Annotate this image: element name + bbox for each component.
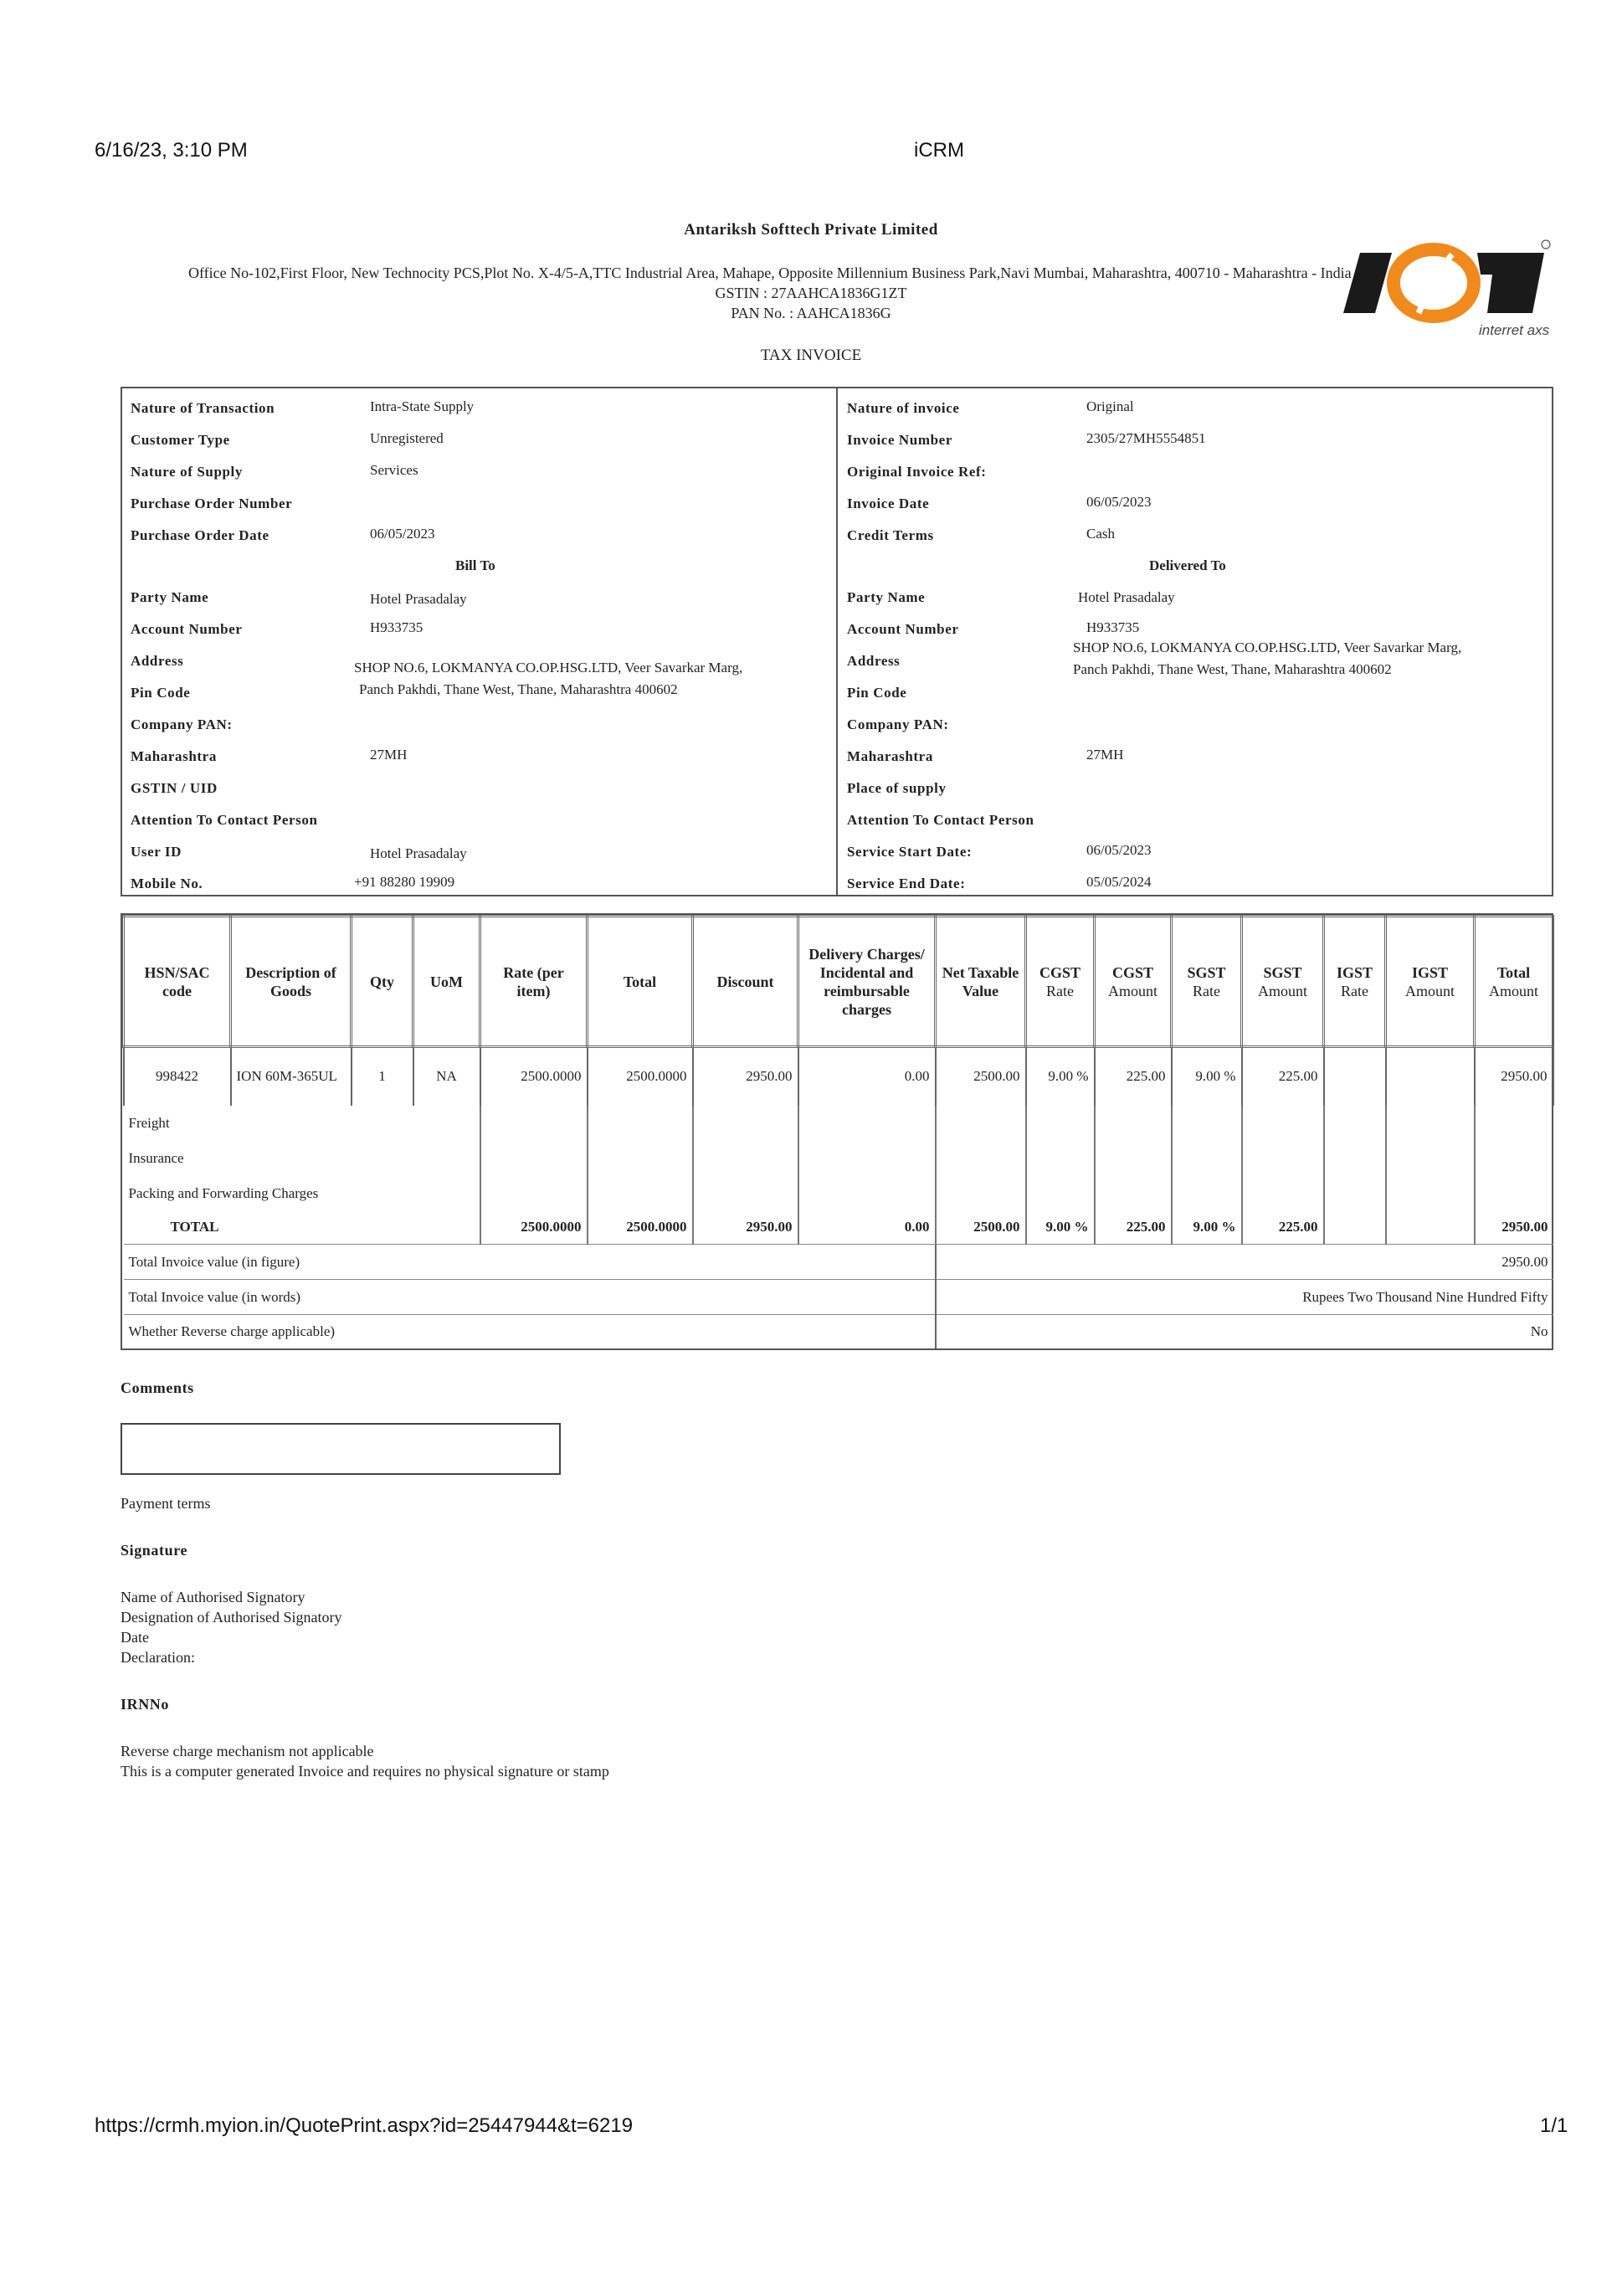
irn-title: IRNNo <box>121 1696 170 1713</box>
th-sgst-amt-a: SGST <box>1263 963 1302 981</box>
th-total-amt <box>1475 917 1553 1047</box>
th-cgst-amt <box>1095 917 1172 1047</box>
value-service-start: 06/05/2023 <box>1086 842 1152 858</box>
signature-title: Signature <box>121 1542 188 1559</box>
value-user-id: Hotel Prasadalay <box>370 845 467 861</box>
company-gstin: GSTIN : 27AAHCA1836G1ZT <box>715 285 907 301</box>
company-name: Antariksh Softtech Private Limited <box>684 221 938 239</box>
info-divider <box>836 388 838 895</box>
auth-designation: Designation of Authorised Signatory <box>121 1609 342 1626</box>
label-mobile: Mobile No. <box>131 876 203 891</box>
label-delivered-company-pan: Company PAN: <box>847 717 949 732</box>
th-sgst-rate-a: SGST <box>1187 963 1226 981</box>
th-cgst-rate <box>1026 917 1095 1047</box>
total-sgst-amt: 225.00 <box>1242 1211 1324 1245</box>
th-total-amt-a: Total <box>1496 963 1531 981</box>
ion-logo-mark <box>1335 236 1553 345</box>
th-sgst-rate-b: Rate <box>1193 982 1220 999</box>
th-net: Net Taxable Value <box>936 917 1026 1047</box>
cell-sgst-amt: 225.00 <box>1242 1047 1324 1106</box>
reverse-label: Whether Reverse charge applicable) <box>124 1315 936 1348</box>
value-bill-address-line1: SHOP NO.6, LOKMANYA CO.OP.HSG.LTD, Veer Savarkar Marg, <box>354 660 743 675</box>
freight-row <box>124 1106 1553 1141</box>
cell-cgst-rate: 9.00 % <box>1026 1047 1095 1106</box>
label-nature-supply: Nature of Supply <box>131 464 243 480</box>
bill-to-title: Bill To <box>455 557 495 573</box>
th-delivery: Delivery Charges/ Incidental and reimbursable charges <box>798 917 936 1047</box>
cell-hsn: 998422 <box>124 1047 231 1106</box>
label-po-date: Purchase Order Date <box>131 527 269 543</box>
label-customer-type: Customer Type <box>131 432 230 448</box>
th-hsn: HSN/SAC code <box>124 917 231 1047</box>
label-original-invoice-ref: Original Invoice Ref: <box>847 464 987 480</box>
total-rate: 2500.0000 <box>480 1211 588 1245</box>
payment-terms: Payment terms <box>121 1495 211 1512</box>
cell-rate: 2500.0000 <box>480 1047 588 1106</box>
insurance-row <box>124 1141 1553 1176</box>
logo-tagline: interret axs <box>1479 322 1550 338</box>
value-delivered-account: H933735 <box>1086 619 1140 635</box>
packing-label: Packing and Forwarding Charges <box>128 1184 319 1201</box>
th-total: Total <box>588 917 693 1047</box>
delivered-to-title: Delivered To <box>1149 557 1226 573</box>
value-delivered-address-line2: Panch Pakhdi, Thane West, Thane, Maharashtra 400602 <box>1073 661 1392 677</box>
label-po-number: Purchase Order Number <box>131 496 293 511</box>
comments-box <box>121 1423 561 1475</box>
value-customer-type: Unregistered <box>370 430 444 446</box>
comments-title: Comments <box>121 1379 194 1396</box>
cell-sgst-rate: 9.00 % <box>1172 1047 1242 1106</box>
total-label: TOTAL <box>170 1219 219 1235</box>
th-igst-rate-b: Rate <box>1341 982 1368 999</box>
cell-igst-amt <box>1386 1047 1475 1106</box>
figure-row <box>124 1245 1553 1280</box>
label-user-id: User ID <box>131 844 182 860</box>
th-total-amt-b: Amount <box>1488 982 1538 999</box>
total-delivery: 0.00 <box>798 1211 936 1245</box>
words-value: Rupees Two Thousand Nine Hundred Fifty <box>936 1280 1553 1315</box>
value-po-date: 06/05/2023 <box>370 526 435 542</box>
total-discount: 2950.00 <box>693 1211 798 1245</box>
table-row <box>124 1047 1553 1106</box>
items-header-row <box>124 917 1553 1047</box>
label-bill-state: Maharashtra <box>131 748 217 764</box>
label-service-end: Service End Date: <box>847 876 966 891</box>
value-service-end: 05/05/2024 <box>1086 874 1152 890</box>
label-delivered-party-name: Party Name <box>847 589 926 605</box>
label-invoice-number: Invoice Number <box>847 432 952 448</box>
print-url: https://crmh.myion.in/QuotePrint.aspx?id=25447944&t=6219 <box>95 2114 634 2137</box>
label-gstin-uid: GSTIN / UID <box>131 780 218 796</box>
th-igst-amt-b: Amount <box>1404 982 1455 999</box>
label-credit-terms: Credit Terms <box>847 527 934 543</box>
total-net: 2500.00 <box>936 1211 1026 1245</box>
reverse-row <box>124 1315 1553 1348</box>
value-invoice-date: 06/05/2023 <box>1086 494 1152 510</box>
label-nature-transaction: Nature of Transaction <box>131 400 275 416</box>
th-discount: Discount <box>693 917 798 1047</box>
th-igst-amt <box>1386 917 1475 1047</box>
document-title: TAX INVOICE <box>760 347 862 364</box>
reverse-value: No <box>936 1315 1553 1348</box>
th-sgst-amt-b: Amount <box>1257 982 1307 999</box>
print-page-number: 1/1 <box>1540 2114 1568 2137</box>
label-delivered-attention: Attention To Contact Person <box>847 812 1034 828</box>
cell-cgst-amt: 225.00 <box>1095 1047 1172 1106</box>
value-nature-transaction: Intra-State Supply <box>370 398 475 414</box>
label-place-of-supply: Place of supply <box>847 780 947 796</box>
label-bill-pin: Pin Code <box>131 685 191 701</box>
cell-igst-rate <box>1324 1047 1386 1106</box>
computer-note: This is a computer generated Invoice and requires no physical signature or stamp <box>121 1763 609 1780</box>
company-address: Office No-102,First Floor, New Technocity PCS,Plot No. X-4/5-A,TTC Industrial Area, Mahape, Opposite Millennium Business Park,Navi Mumbai, Maharashtra, 400710 - Maharashtra - India <box>188 265 1352 281</box>
label-delivered-account: Account Number <box>847 621 959 637</box>
th-sgst-rate <box>1172 917 1242 1047</box>
packing-row <box>124 1176 1553 1211</box>
th-cgst-amt-b: Amount <box>1107 982 1157 999</box>
company-pan: PAN No. : AAHCA1836G <box>731 305 891 321</box>
value-mobile: +91 88280 19909 <box>354 874 455 890</box>
total-amount: 2950.00 <box>1475 1211 1553 1245</box>
total-cgst-amt: 225.00 <box>1095 1211 1172 1245</box>
cell-net: 2500.00 <box>936 1047 1026 1106</box>
label-bill-party-name: Party Name <box>131 589 209 605</box>
cell-uom: NA <box>413 1047 480 1106</box>
value-delivered-address-line1: SHOP NO.6, LOKMANYA CO.OP.HSG.LTD, Veer Savarkar Marg, <box>1073 639 1462 655</box>
th-rate: Rate (per item) <box>480 917 588 1047</box>
value-delivered-party-name: Hotel Prasadalay <box>1078 589 1175 605</box>
label-bill-account: Account Number <box>131 621 243 637</box>
th-igst-rate-a: IGST <box>1336 963 1373 981</box>
invoice-info-block <box>121 387 1553 896</box>
total-row <box>124 1211 1553 1245</box>
print-datetime: 6/16/23, 3:10 PM <box>95 139 248 162</box>
value-bill-address-line2: Panch Pakhdi, Thane West, Thane, Maharashtra 400602 <box>359 681 678 697</box>
th-igst-rate <box>1324 917 1386 1047</box>
cell-total-amt: 2950.00 <box>1475 1047 1553 1106</box>
cell-total: 2500.0000 <box>588 1047 693 1106</box>
value-invoice-number: 2305/27MH5554851 <box>1086 430 1206 446</box>
value-delivered-state: 27MH <box>1086 747 1124 763</box>
figure-label: Total Invoice value (in figure) <box>124 1245 936 1280</box>
value-nature-invoice: Original <box>1086 398 1134 414</box>
sign-date: Date <box>121 1629 149 1646</box>
th-desc: Description of Goods <box>231 917 352 1047</box>
cell-delivery: 0.00 <box>798 1047 936 1106</box>
label-delivered-state: Maharashtra <box>847 748 933 764</box>
label-bill-company-pan: Company PAN: <box>131 717 233 732</box>
label-bill-address: Address <box>131 653 184 669</box>
label-delivered-pin: Pin Code <box>847 685 907 701</box>
cell-discount: 2950.00 <box>693 1047 798 1106</box>
label-nature-invoice: Nature of invoice <box>847 400 960 416</box>
total-cgst-rate: 9.00 % <box>1026 1211 1095 1245</box>
th-uom: UoM <box>413 917 480 1047</box>
th-qty: Qty <box>352 917 413 1047</box>
value-bill-state: 27MH <box>370 747 408 763</box>
print-title: iCRM <box>914 139 964 162</box>
items-table <box>122 915 1554 1348</box>
insurance-label: Insurance <box>128 1149 184 1166</box>
total-total: 2500.0000 <box>588 1211 693 1245</box>
th-cgst-amt-a: CGST <box>1111 963 1154 981</box>
th-sgst-amt <box>1242 917 1324 1047</box>
label-bill-attention: Attention To Contact Person <box>131 812 318 828</box>
cell-desc: ION 60M-365UL <box>231 1047 352 1106</box>
label-service-start: Service Start Date: <box>847 844 973 860</box>
label-invoice-date: Invoice Date <box>847 496 930 511</box>
value-credit-terms: Cash <box>1086 526 1115 542</box>
value-bill-party-name: Hotel Prasadalay <box>370 591 467 607</box>
total-sgst-rate: 9.00 % <box>1172 1211 1242 1245</box>
words-label: Total Invoice value (in words) <box>124 1280 936 1315</box>
declaration: Declaration: <box>121 1649 195 1666</box>
freight-label: Freight <box>128 1114 170 1131</box>
value-nature-supply: Services <box>370 462 418 478</box>
th-igst-amt-a: IGST <box>1411 963 1449 981</box>
items-table-block <box>121 913 1553 1350</box>
cell-qty: 1 <box>352 1047 413 1106</box>
label-delivered-address: Address <box>847 653 901 669</box>
th-cgst-rate-a: CGST <box>1039 963 1081 981</box>
value-bill-account: H933735 <box>370 619 423 635</box>
th-cgst-rate-b: Rate <box>1046 982 1074 999</box>
figure-value: 2950.00 <box>936 1245 1553 1280</box>
words-row <box>124 1280 1553 1315</box>
ion-logo <box>1335 236 1553 345</box>
reverse-note: Reverse charge mechanism not applicable <box>121 1743 374 1759</box>
auth-name: Name of Authorised Signatory <box>121 1589 305 1605</box>
